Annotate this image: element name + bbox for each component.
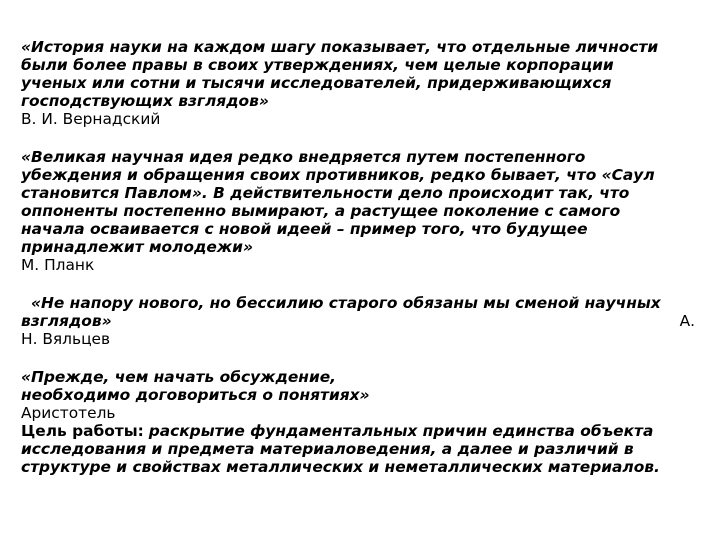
quote-line: оппоненты постепенно вымирают, а растущее поколение с самого bbox=[21, 202, 621, 220]
goal-line: структуре и свойствах металлических и неметаллических материалов. bbox=[21, 458, 660, 476]
quote-author: В. И. Вернадский bbox=[21, 110, 161, 128]
quote-author: М. Планк bbox=[21, 256, 95, 274]
quote-line: «История науки на каждом шагу показывает, что отдельные личности bbox=[21, 38, 659, 56]
quote-vernadsky bbox=[21, 38, 701, 128]
quote-line: необходимо договориться о понятиях» bbox=[21, 386, 370, 404]
quote-author: Аристотель bbox=[21, 404, 116, 422]
quote-vyaltsev bbox=[21, 294, 701, 348]
quote-line: взглядов» bbox=[21, 312, 112, 330]
quote-text bbox=[21, 38, 701, 110]
quote-line: были более правы в своих утверждениях, чем целые корпорации bbox=[21, 56, 614, 74]
goal-label: Цель работы: bbox=[21, 422, 144, 440]
quote-line: убеждения и обращения своих противников, редко бывает, что «Саул bbox=[21, 166, 655, 184]
goal-line: раскрытие фундаментальных причин единства объекта bbox=[148, 422, 654, 440]
author-initial: А. bbox=[679, 312, 695, 330]
quote-line: начала осваивается с новой идеей – пример того, что будущее bbox=[21, 220, 588, 238]
quote-line-with-initial bbox=[21, 312, 701, 330]
quote-line: ученых или сотни и тысячи исследователей, придерживающихся bbox=[21, 74, 612, 92]
quote-line: «Прежде, чем начать обсуждение, bbox=[21, 368, 337, 386]
quote-line: «Великая научная идея редко внедряется путем постепенного bbox=[21, 148, 586, 166]
quote-author: Н. Вяльцев bbox=[21, 330, 111, 348]
quote-line: принадлежит молодежи» bbox=[21, 238, 253, 256]
goal-section bbox=[21, 422, 701, 476]
quote-aristotle bbox=[21, 368, 701, 422]
quote-line: становится Павлом». В действительности дело происходит так, что bbox=[21, 184, 630, 202]
goal-line: исследования и предмета материаловедения, а далее и различий в bbox=[21, 440, 634, 458]
goal-first-line bbox=[21, 422, 701, 440]
document-body bbox=[21, 38, 701, 476]
quote-planck bbox=[21, 148, 701, 274]
quote-text bbox=[21, 368, 701, 404]
quote-text bbox=[21, 148, 701, 256]
quote-line: «Не напору нового, но бессилию старого обязаны мы сменой научных bbox=[31, 294, 661, 312]
quote-line: господствующих взглядов» bbox=[21, 92, 269, 110]
